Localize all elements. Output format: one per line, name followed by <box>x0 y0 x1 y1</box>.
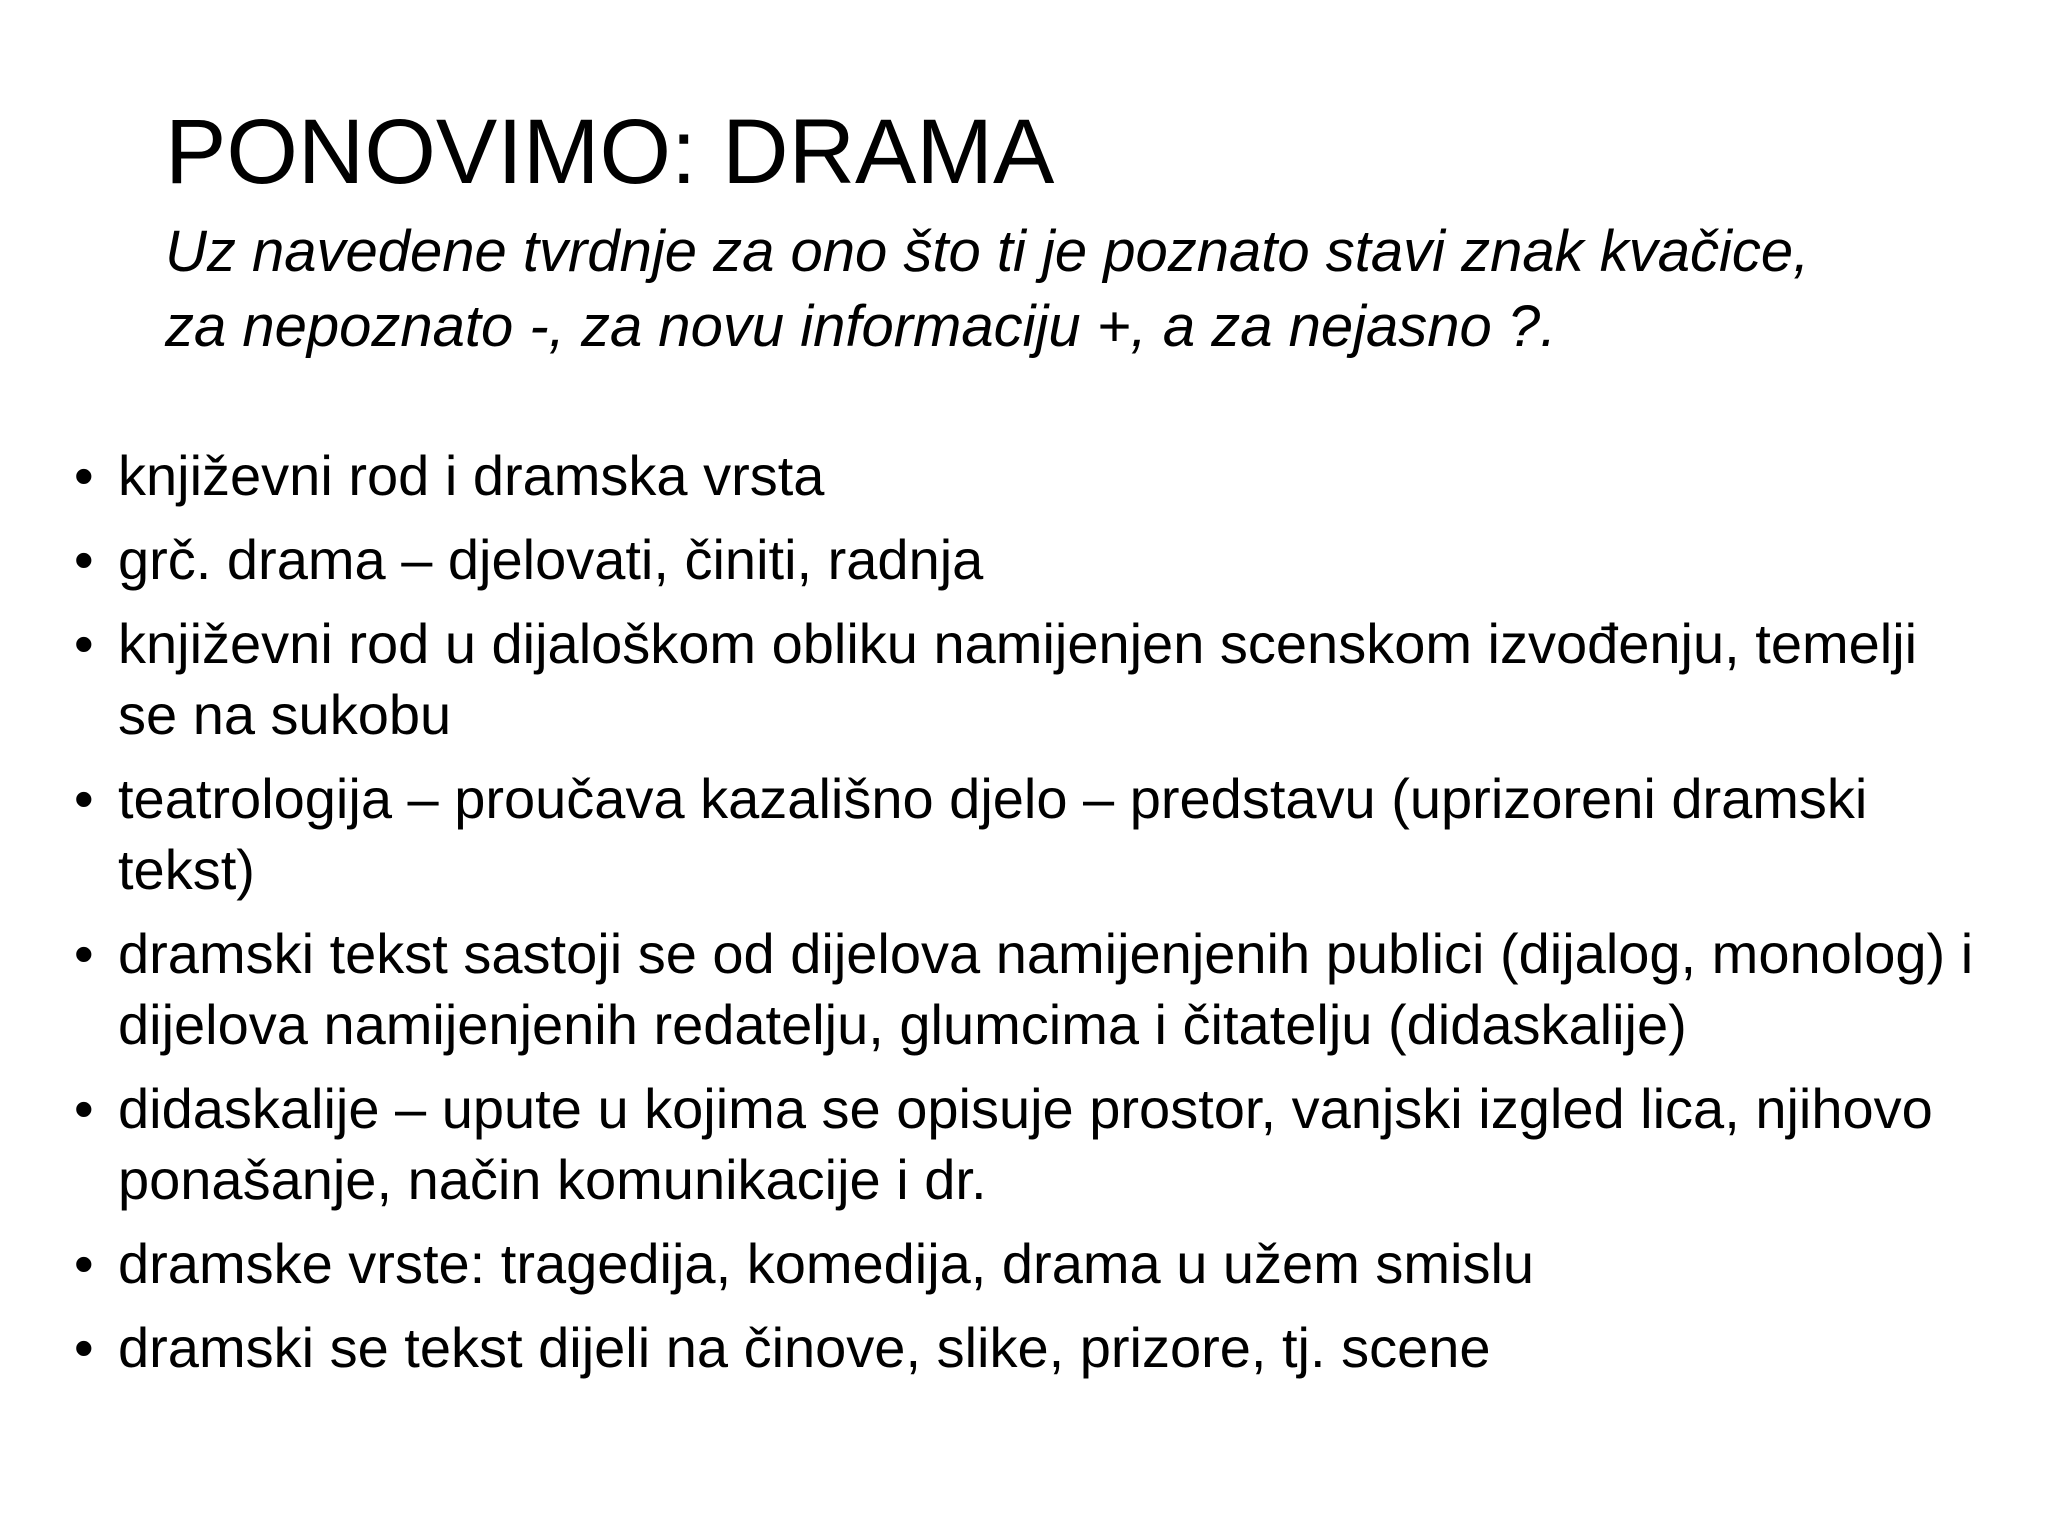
bullet-text: didaskalije – upute u kojima se opisuje prostor, vanjski izgled lica, njihovo ponašanje, način komunikacije i dr. <box>118 1077 1933 1211</box>
bullet-text: grč. drama – djelovati, činiti, radnja <box>118 528 984 591</box>
bullet-text: dramski tekst sastoji se od dijelova namijenjenih publici (dijalog, monolog) i dijelova namijenjenih redatelju, glumcima i čitatelju (didaskalije) <box>118 922 1974 1056</box>
bullet-item <box>70 1228 1990 1299</box>
bullet-item <box>70 763 1990 905</box>
title-block <box>165 100 1965 365</box>
bullet-icon: • <box>74 1077 94 1140</box>
bullet-item <box>70 608 1990 750</box>
bullet-item <box>70 524 1990 595</box>
bullet-text: književni rod u dijaloškom obliku namijenjen scenskom izvođenju, temelji se na sukobu <box>118 612 1918 746</box>
subtitle-line-2: za nepoznato -, za novu informaciju +, a za nejasno ?. <box>165 294 1557 360</box>
bullet-list <box>70 440 1990 1396</box>
bullet-icon: • <box>74 444 94 507</box>
bullet-text: dramski se tekst dijeli na činove, slike, prizore, tj. scene <box>118 1316 1491 1379</box>
bullet-icon: • <box>74 767 94 830</box>
bullet-item <box>70 1312 1990 1383</box>
bullet-text: književni rod i dramska vrsta <box>118 444 825 507</box>
bullet-icon: • <box>74 528 94 591</box>
bullet-item <box>70 440 1990 511</box>
subtitle-line-1: Uz navedene tvrdnje za ono što ti je poznato stavi znak kvačice, <box>165 218 1810 284</box>
slide-title: PONOVIMO: DRAMA <box>165 101 1055 203</box>
bullet-icon: • <box>74 1316 94 1379</box>
bullet-item <box>70 1073 1990 1215</box>
bullet-icon: • <box>74 612 94 675</box>
bullet-text: teatrologija – proučava kazališno djelo – predstavu (uprizoreni dramski tekst) <box>118 767 1868 901</box>
bullet-text: dramske vrste: tragedija, komedija, drama u užem smislu <box>118 1232 1535 1295</box>
slide-subtitle <box>165 214 1965 365</box>
bullet-item <box>70 918 1990 1060</box>
bullet-icon: • <box>74 1232 94 1295</box>
bullet-icon: • <box>74 922 94 985</box>
